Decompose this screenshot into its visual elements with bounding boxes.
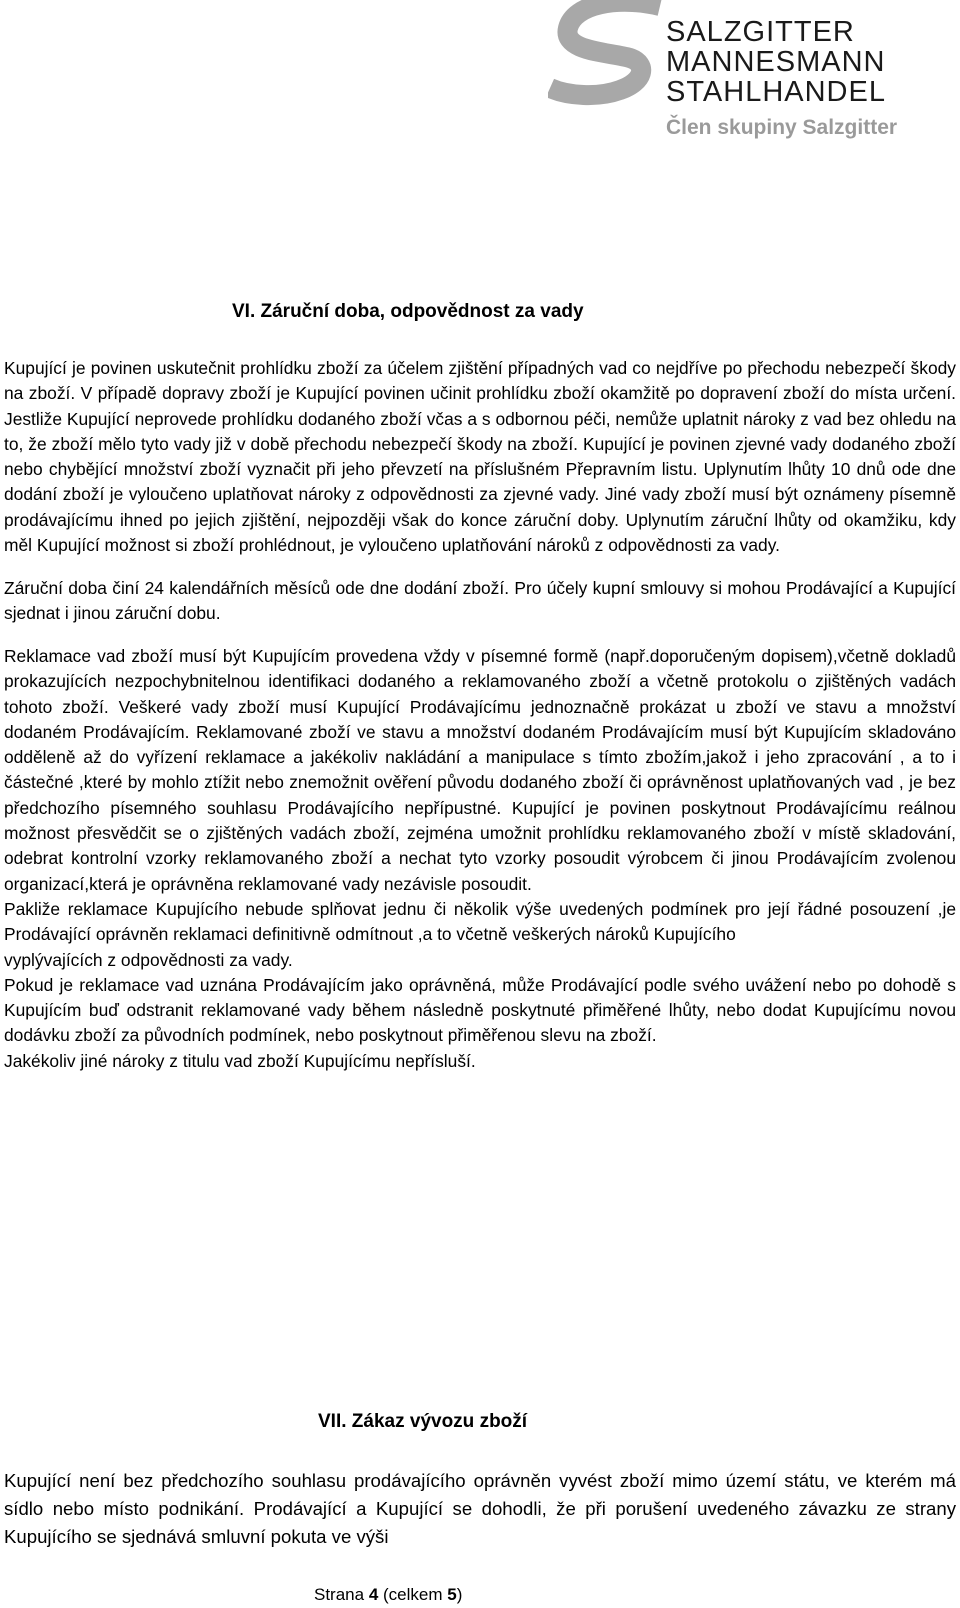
paragraph-inspection: Kupující je povinen uskutečnit prohlídku zboží za účelem zjištění případných vad co nejdříve po přechodu nebezpečí škody na zboží. V případě dopravy zboží je Kupující povinen učinit prohlídku zboží okamžitě po dopravení zboží do místa určení. Jestliže Kupující neprovede prohlídku dodaného zboží včas a s odbornou péči, nemůže uplatnit nároky z vad bez ohledu na to, že zboží mělo tyto vady již v době přechodu nebezpečí škody na zboží. Kupující je povinen zjevné vady dodaného zboží nebo chybějící množství zboží vyznačit při jeho převzetí na příslušném Přepravním listu. Uplynutím lhůty 10 dnů ode dne dodání zboží je vyloučeno uplatňovat nároky z odpovědnosti za zjevné vady. Jiné vady zboží musí být oznámeny písemně prodávajícímu ihned po jejich zjištění, nejpozději však do konce záruční doby. Uplynutím záruční lhůty od okamžiku, kdy měl Kupující možnost si zboží prohlédnout, je vyloučeno uplatňování nároků z odpovědnosti za vady.: [4, 358, 956, 556]
footer-prefix: Strana: [314, 1585, 369, 1604]
paragraph-export-ban: Kupující není bez předchozího souhlasu prodávajícího oprávněn vyvést zboží mimo území státu, ve kterém má sídlo nebo místo podnikání. Prodávající a Kupující se dohodli, že při porušení uvedeného závazku ze strany Kupujícího se sjednává smluvní pokuta ve výši: [4, 1470, 956, 1547]
paragraph-other-claims: Jakékoliv jiné nároky z titulu vad zboží Kupujícímu nepřísluší.: [4, 1050, 476, 1071]
section-6-body: [4, 356, 956, 1074]
logo-tagline: Člen skupiny Salzgitter: [666, 116, 898, 139]
page-footer: [314, 1584, 462, 1606]
footer-page-total: 5: [447, 1585, 457, 1604]
section-7-body: [4, 1467, 956, 1551]
company-logo: [548, 0, 960, 150]
footer-page-number: 4: [368, 1585, 379, 1604]
logo-line-2: MANNESMANN: [666, 46, 886, 78]
paragraph-rejection: Pakliže reklamace Kupujícího nebude splňovat jednu či několik výše uvedených podmínek pro její řádné posouzení ,je Prodávající oprávněn reklamaci definitivně odmítnout ,a to včetně veškerých nároků Kupujícího: [4, 898, 956, 945]
section-7-title: VII. Zákaz vývozu zboží: [318, 1411, 528, 1432]
footer-middle: (celkem: [378, 1585, 448, 1604]
footer-suffix: ): [456, 1585, 463, 1604]
salzgitter-s-icon: [548, 0, 668, 110]
logo-line-1: SALZGITTER: [666, 16, 855, 48]
paragraph-rejection-cont: vyplývajících z odpovědnosti za vady.: [4, 949, 293, 970]
paragraph-remedies: Pokud je reklamace vad uznána Prodávajícím jako oprávněná, může Prodávající podle svého uvážení nebo po dohodě s Kupujícím buď odstranit reklamované vady během následně poskytnuté přiměřené lhůty, nebo dodat Kupujícímu novou dodávku zboží za původních podmínek, nebo poskytnout přiměřenou slevu na zboží.: [4, 974, 956, 1046]
paragraph-warranty-period: Záruční doba činí 24 kalendářních měsíců ode dne dodání zboží. Pro účely kupní smlouvy si mohou Prodávající a Kupující sjednat i jinou záruční dobu.: [4, 577, 956, 624]
section-6-title: VI. Záruční doba, odpovědnost za vady: [232, 301, 584, 322]
logo-line-3: STAHLHANDEL: [666, 76, 886, 108]
paragraph-complaints: Reklamace vad zboží musí být Kupujícím provedena vždy v písemné formě (např.doporučeným dopisem),včetně dokladů prokazujících nezpochybnitelnou identifikaci dodaného a reklamovaného zboží a včetně protokolu o zjištěných vadách tohoto zboží. Veškeré vady zboží musí Kupující Prodávajícímu jednoznačně prokázat u zboží ve stavu a množství dodaném Prodávajícím. Reklamované zboží ve stavu a množství dodaném Prodávajícím musí být Kupujícím skladováno odděleně až do vyřízení reklamace a jakékoliv nakládání a manipulace s tímto zbožím,jakož i jeho zpracování , a to i částečné ,které by mohlo ztížit nebo znemožnit ověření původu dodaného zboží či oprávněnost uplatňovaných vad , je bez předchozího písemného souhlasu Prodávajícího nepřípustné. Kupující je povinen poskytnout Prodávajícímu reálnou možnost přesvědčit se o zjištěných vadách zboží, zejména umožnit prohlídku reklamovaného zboží v místě skladování, odebrat kontrolní vzorky reklamovaného zboží a nechat tyto vzorky posoudit výrobcem či jinou Prodávajícím zvolenou organizací,která je oprávněna reklamované vady nezávisle posoudit.: [4, 645, 956, 894]
